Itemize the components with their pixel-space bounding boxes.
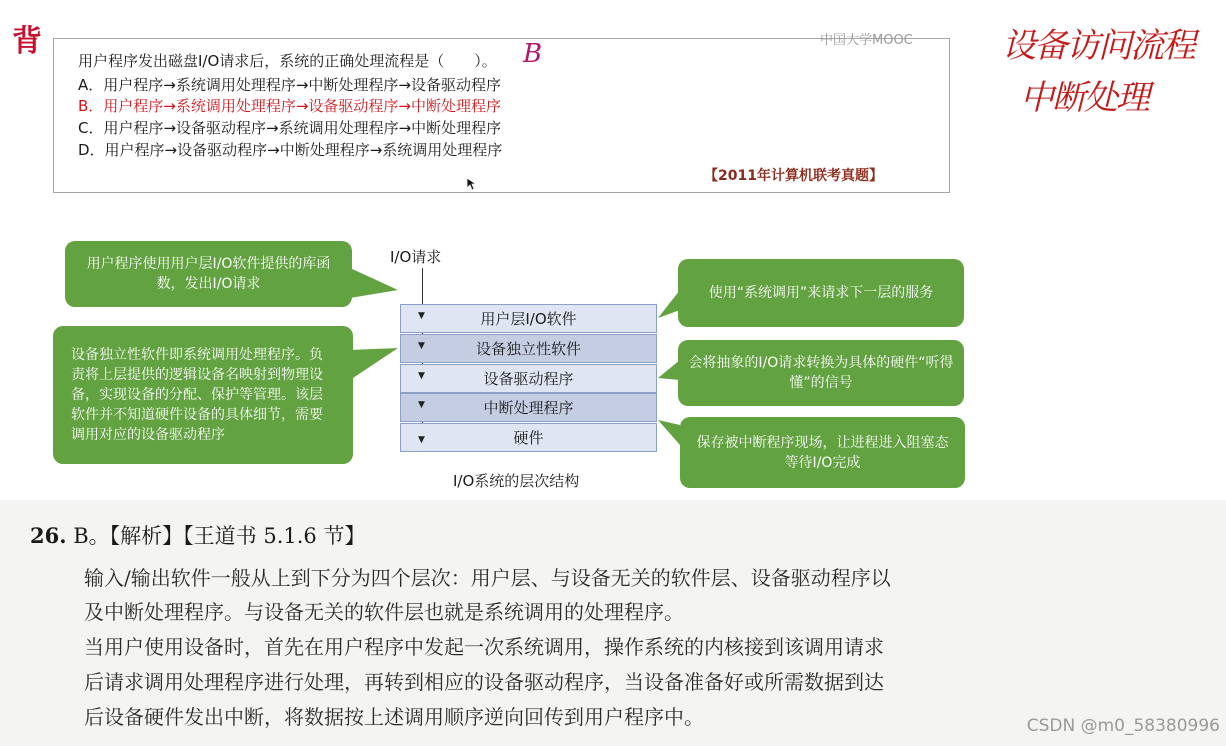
- callout-system-call: 使用“系统调用”来请求下一层的服务: [678, 259, 964, 327]
- analysis-line: 及中断处理程序。与设备无关的软件层也就是系统调用的处理程序。: [84, 600, 684, 624]
- layer-hardware: 硬件: [400, 423, 657, 452]
- handwritten-mark: 背: [12, 24, 42, 59]
- handwritten-answer: B: [523, 39, 543, 69]
- io-request-label: I/O请求: [390, 248, 442, 266]
- layer-device-driver: 设备驱动程序: [400, 364, 657, 393]
- diagram-caption: I/O系统的层次结构: [453, 472, 580, 490]
- option-c: C．用户程序→设备驱动程序→系统调用处理程序→中断处理程序: [78, 119, 502, 137]
- layer-user-io: 用户层I/O软件: [400, 304, 657, 333]
- analysis-line: 后设备硬件发出中断，将数据按上述调用顺序逆向回传到用户程序中。: [84, 705, 704, 729]
- question-stem: 用户程序发出磁盘I/O请求后，系统的正确处理流程是（ ）。: [78, 52, 497, 70]
- callout-user-io: 用户程序使用用户层I/O软件提供的库函数，发出I/O请求: [65, 241, 352, 307]
- layer-device-independent: 设备独立性软件: [400, 334, 657, 363]
- option-a: A．用户程序→系统调用处理程序→中断处理程序→设备驱动程序: [78, 76, 501, 94]
- callout-device-driver: 会将抽象的I/O请求转换为具体的硬件“听得懂”的信号: [678, 340, 964, 406]
- down-arrow-icon: ▼: [418, 341, 425, 351]
- handwritten-note-line2: 中断处理: [1020, 78, 1148, 118]
- analysis-line: 输入/输出软件一般从上到下分为四个层次：用户层、与设备无关的软件层、设备驱动程序以: [84, 566, 891, 590]
- mooc-watermark: 中国大学MOOC: [820, 33, 913, 48]
- analysis-heading: 26. B。【解析】【王道书 5.1.6 节】: [30, 523, 366, 548]
- down-arrow-icon: ▼: [418, 435, 425, 445]
- analysis-line: 当用户使用设备时，首先在用户程序中发起一次系统调用，操作系统的内核接到该调用请求: [84, 635, 884, 659]
- down-arrow-icon: ▼: [418, 371, 425, 381]
- callout-interrupt-handler: 保存被中断程序现场，让进程进入阻塞态等待I/O完成: [680, 417, 965, 488]
- handwritten-note-line1: 设备访问流程: [1002, 26, 1194, 66]
- question-source: 【2011年计算机联考真题】: [704, 168, 883, 184]
- down-arrow-icon: ▼: [418, 400, 425, 410]
- callout-device-independent: 设备独立性软件即系统调用处理程序。负责将上层提供的逻辑设备名映射到物理设备，实现设备的分配、保护等管理。该层软件并不知道硬件设备的具体细节，需要调用对应的设备驱动程序: [53, 326, 353, 464]
- analysis-line: 后请求调用处理程序进行处理，再转到相应的设备驱动程序，当设备准备好或所需数据到达: [84, 670, 884, 694]
- option-d: D．用户程序→设备驱动程序→中断处理程序→系统调用处理程序: [78, 141, 503, 159]
- layer-interrupt-handler: 中断处理程序: [400, 393, 657, 422]
- option-b: B．用户程序→系统调用处理程序→设备驱动程序→中断处理程序: [78, 97, 501, 115]
- down-arrow-icon: ▼: [418, 311, 425, 321]
- csdn-watermark: CSDN @m0_58380996: [1026, 716, 1220, 736]
